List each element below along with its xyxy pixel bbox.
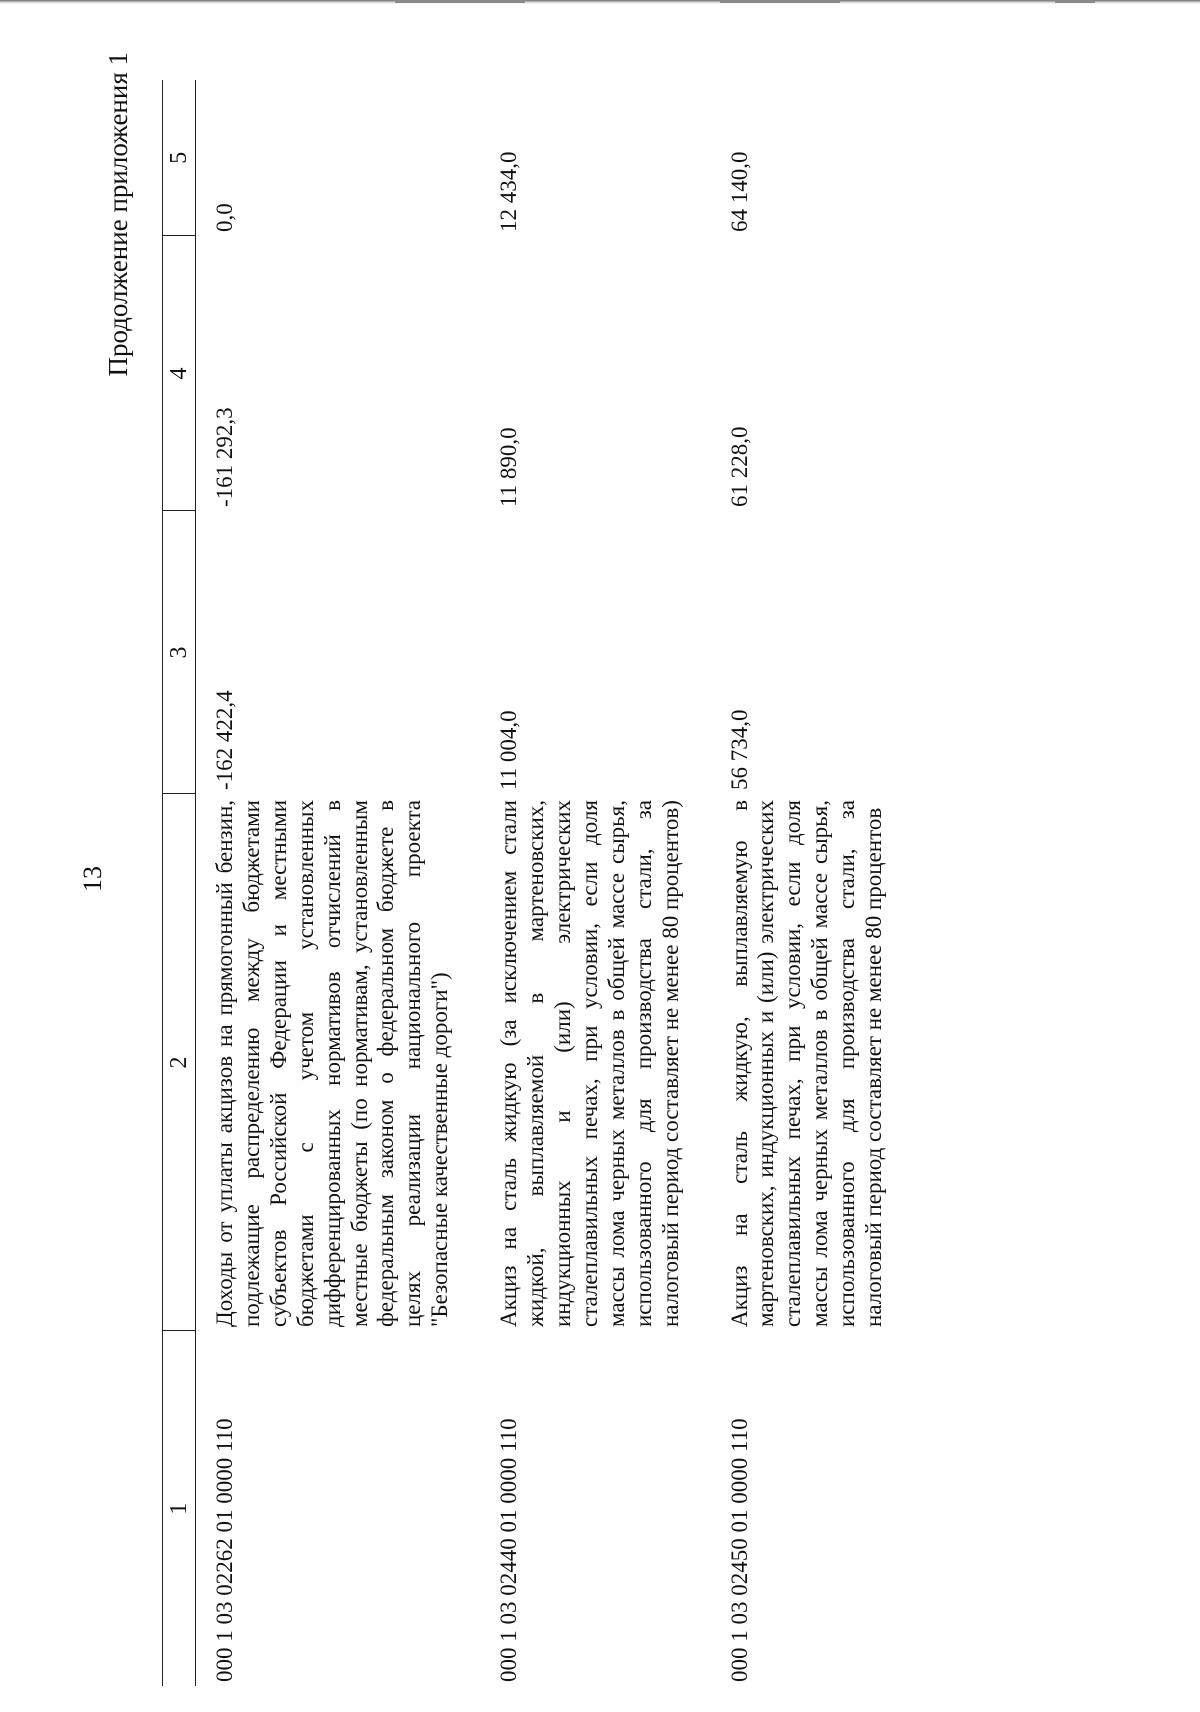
table-row [480, 80, 710, 1686]
amount-column-4: 11 890,0 [496, 427, 522, 507]
amount-column-4: 61 228,0 [726, 426, 752, 507]
column-number: 4 [163, 236, 196, 511]
page-number: 13 [78, 866, 107, 892]
amount-column-3: 56 734,0 [726, 709, 752, 790]
amount-column-4: -161 292,3 [212, 407, 237, 507]
table-row [711, 80, 914, 1686]
amount-column-5: 12 434,0 [496, 151, 522, 232]
continuation-label: Продолжение приложения 1 [103, 52, 133, 377]
amount-column-5: 64 140,0 [726, 151, 752, 232]
table-row [196, 80, 481, 1686]
column-number: 3 [163, 511, 196, 794]
column-number-row [163, 80, 196, 1686]
appendix-table [162, 80, 914, 1686]
column-number: 1 [163, 1331, 196, 1686]
amount-column-5: 0,0 [212, 203, 237, 232]
revenue-description: Акциз на сталь жидкую (за исключением стали жидкой, выплавляемой в мартеновских, индукционных и (или) электрических сталеплавильных печах, при условии, если доля массы лома черных металлов в общей массе сырья, использованного для производства стали, за налоговый период составляет не менее 80 процентов) [496, 800, 683, 1327]
amount-column-3: 11 004,0 [496, 710, 522, 790]
revenue-description: Доходы от уплаты акцизов на прямогонный бензин, подлежащие распределению между бюджетами субъектов Российской Федерации и местными бюджетами с учетом установленных дифференцированных нормативов отчислений в местные бюджеты (по нормативам, установленным федеральным законом о федеральном бюджете в целях реализации национального проекта "Безопасные качественные дороги") [212, 800, 453, 1327]
budget-classification-code: 000 1 03 02450 01 0000 110 [726, 1418, 752, 1682]
revenue-description: Акциз на сталь жидкую, выплавляемую в мартеновских, индукционных и (или) электрических сталеплавильных печах, при условии, если доля массы лома черных металлов в общей массе сырья, использованного для производства стали, за налоговый период составляет не менее 80 процентов [726, 800, 887, 1327]
column-number: 2 [163, 794, 196, 1331]
column-number: 5 [163, 80, 196, 236]
amount-column-3: -162 422,4 [212, 690, 237, 790]
budget-classification-code: 000 1 03 02262 01 0000 110 [212, 1418, 237, 1682]
budget-classification-code: 000 1 03 02440 01 0000 110 [496, 1418, 522, 1682]
